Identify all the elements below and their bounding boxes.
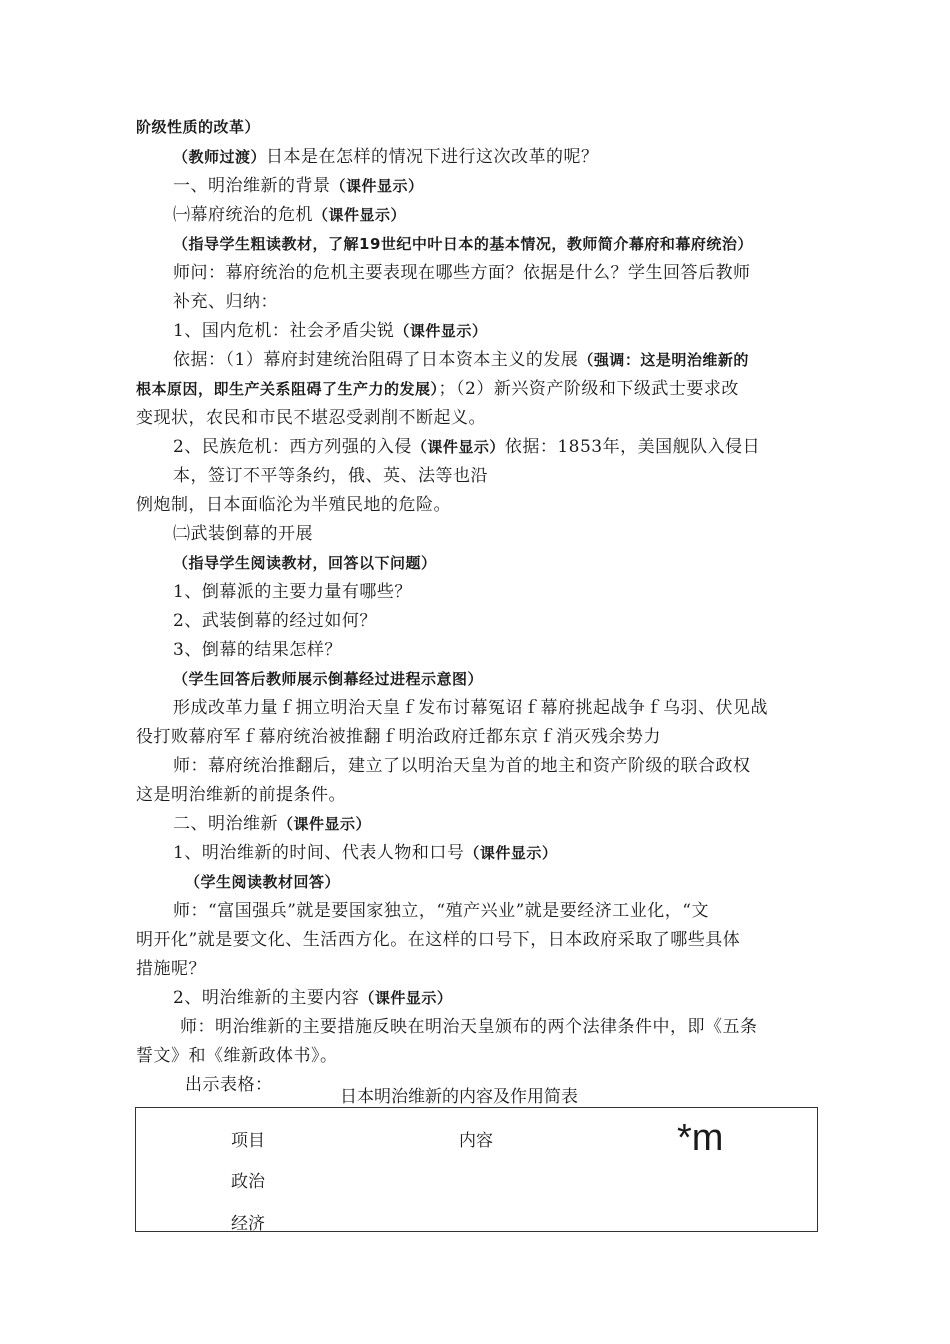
line-text: 形成改革力量ｆ拥立明治天皇ｆ发布讨幕冤诏ｆ幕府挑起战争ｆ乌羽、伏见战	[173, 698, 768, 718]
line-text-continued: 依据：1853年，美国舰队入侵日	[504, 437, 761, 457]
text-line	[136, 726, 661, 748]
line-text: 师：明治维新的主要措施反映在明治天皇颁布的两个法律条件中，即《五条	[180, 1017, 758, 1037]
text-line	[173, 987, 452, 1009]
text-line	[136, 784, 346, 806]
text-line	[173, 813, 371, 835]
line-text: 2、民族危机：西方列强的入侵	[173, 437, 412, 457]
text-line	[136, 929, 740, 951]
annotation-text: （课件显示）	[313, 206, 407, 224]
annotation-text: （课件显示）	[278, 815, 372, 833]
line-text: 依据：（1）幕府封建统治阻碍了日本资本主义的发展	[173, 350, 579, 370]
text-line	[185, 871, 340, 893]
line-text: 二、明治维新	[173, 814, 278, 834]
annotation-text: （强调：这是明治维新的	[578, 351, 749, 369]
line-text: （指导学生阅读教材，回答以下问题）	[173, 554, 437, 572]
line-text: 1、倒幕派的主要力量有哪些？	[173, 582, 412, 602]
text-line	[173, 697, 768, 719]
text-line	[173, 291, 278, 313]
text-line	[173, 842, 557, 864]
text-line	[185, 1074, 273, 1096]
text-line	[136, 958, 206, 980]
line-text: 根本原因，即生产关系阻碍了生产力的发展）	[136, 380, 439, 398]
text-line	[173, 465, 488, 487]
line-text: （指导学生粗读教材，了解19世纪中叶日本的基本情况，教师简介幕府和幕府统治）	[173, 235, 753, 253]
line-text-continued: ；（2）新兴资产阶级和下级武士要求改	[438, 379, 739, 399]
annotation-text: （课件显示）	[411, 438, 505, 456]
line-text: 师问：幕府统治的危机主要表现在哪些方面？依据是什么？学生回答后教师	[173, 263, 751, 283]
line-text: 1、国内危机：社会矛盾尖锐	[173, 321, 395, 341]
line-text: 补充、归纳：	[173, 292, 278, 312]
line-text: 变现状，农民和市民不堪忍受剥削不断起义。	[136, 408, 486, 428]
line-text: 这是明治维新的前提条件。	[136, 785, 346, 805]
line-text: 措施呢？	[136, 959, 206, 979]
line-text: 誓文》和《维新政体书》。	[136, 1046, 338, 1066]
text-line	[173, 581, 412, 603]
annotation-text: （课件显示）	[359, 989, 453, 1007]
text-line	[173, 146, 599, 168]
line-text: 2、武装倒幕的经过如何？	[173, 611, 377, 631]
text-line	[173, 523, 313, 545]
annotation-text: （课件显示）	[394, 322, 488, 340]
text-line	[173, 262, 751, 284]
text-line	[173, 900, 709, 922]
text-line	[173, 233, 753, 255]
table-header-content: 内容	[459, 1131, 493, 1151]
line-text: 阶级性质的改革）	[136, 118, 261, 136]
text-line	[173, 755, 751, 777]
line-text: 师：幕府统治推翻后，建立了以明治天皇为首的地主和资产阶级的联合政权	[173, 756, 751, 776]
text-line	[173, 668, 483, 690]
text-line	[173, 204, 406, 226]
line-text: 役打败幕府军ｆ幕府统治被推翻ｆ明治政府迁都东京ｆ消灭残余势力	[136, 727, 661, 747]
text-line	[136, 116, 260, 138]
text-line	[180, 1016, 758, 1038]
line-text: 例炮制，日本面临沦为半殖民地的危险。	[136, 495, 451, 515]
text-line	[136, 407, 486, 429]
text-line	[136, 1045, 338, 1067]
table-row-economy: 经济	[231, 1214, 265, 1234]
annotation-text: （课件显示）	[330, 177, 424, 195]
line-text: 1、明治维新的时间、代表人物和口号	[173, 843, 465, 863]
line-text: （学生阅读教材回答）	[185, 873, 341, 891]
text-line	[136, 378, 739, 400]
annotation-text: （课件显示）	[464, 844, 558, 862]
line-text: 师：“富国强兵”就是要国家独立，“殖产兴业”就是要经济工业化，“文	[173, 901, 709, 921]
line-text: 明开化”就是要文化、生活西方化。在这样的口号下，日本政府采取了哪些具体	[136, 930, 741, 950]
table-row-politics: 政治	[231, 1172, 265, 1192]
table-header-item: 项目	[231, 1131, 265, 1151]
text-line	[173, 320, 487, 342]
line-text: ㈠幕府统治的危机	[173, 205, 313, 225]
line-text: 3、倒幕的结果怎样？	[173, 640, 342, 660]
text-line	[173, 552, 437, 574]
text-line	[173, 436, 760, 458]
table-header-effect: *m	[677, 1117, 724, 1159]
line-text: 出示表格：	[185, 1075, 273, 1095]
summary-table	[135, 1107, 818, 1232]
text-line	[173, 610, 377, 632]
text-line	[173, 639, 342, 661]
line-text: 本，签订不平等条约，俄、英、法等也沿	[173, 466, 488, 486]
emphasis-text: （教师过渡）	[173, 148, 267, 166]
table-title: 日本明治维新的内容及作用简表	[340, 1087, 578, 1107]
text-line	[173, 349, 749, 371]
line-text: ㈡武装倒幕的开展	[173, 524, 313, 544]
line-text: 一、明治维新的背景	[173, 176, 331, 196]
line-text: （学生回答后教师展示倒幕经过进程示意图）	[173, 670, 484, 688]
text-line	[136, 494, 451, 516]
text-line	[173, 175, 424, 197]
line-text: 日本是在怎样的情况下进行这次改革的呢？	[266, 147, 599, 167]
line-text: 2、明治维新的主要内容	[173, 988, 360, 1008]
